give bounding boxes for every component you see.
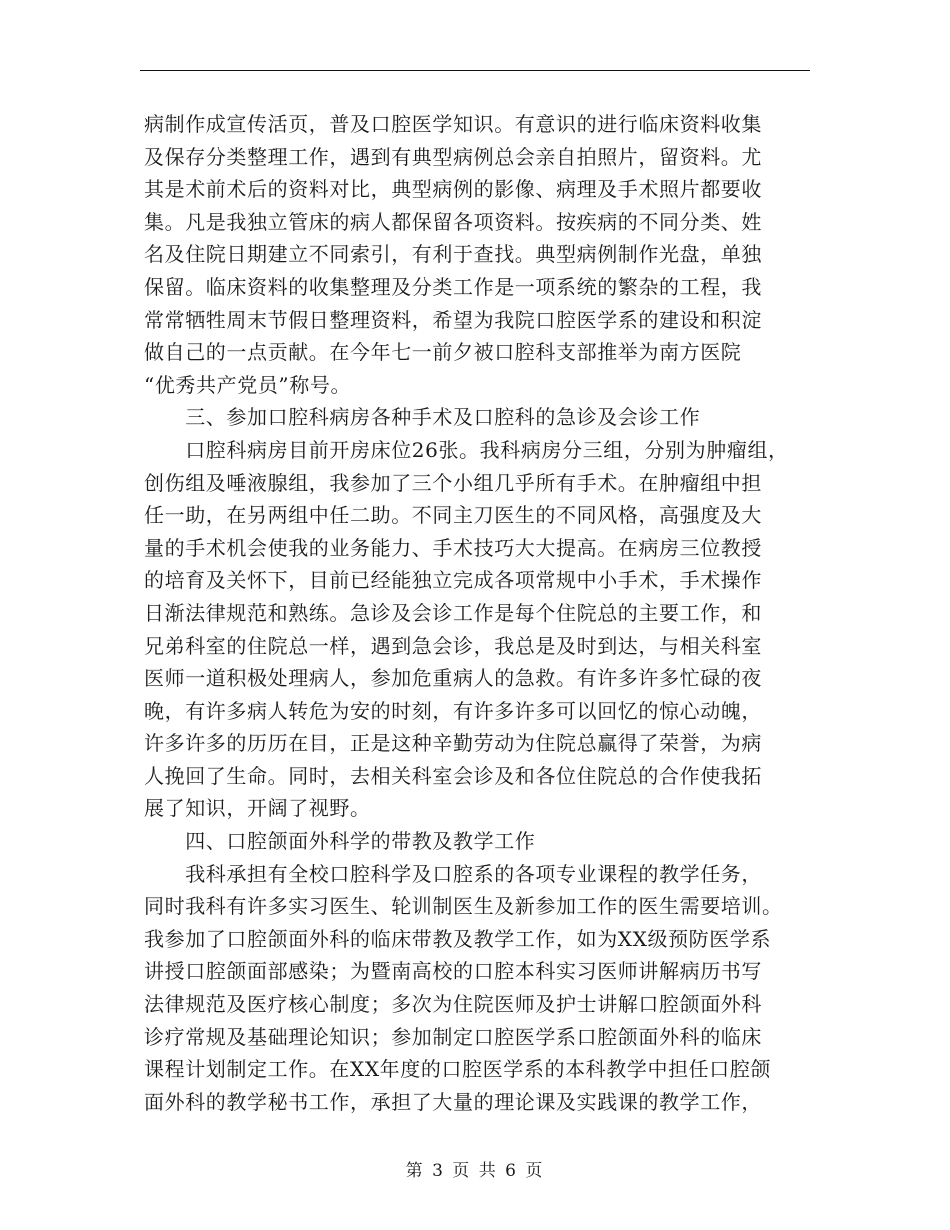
text-line: 展了知识，开阔了视野。: [144, 796, 371, 821]
text-line: 许多许多的历历在目，正是这种辛勤劳动为住院总赢得了荣誉，为病: [144, 731, 762, 756]
text-line: 人挽回了生命。同时，去相关科室会诊及和各位住院总的合作使我拓: [144, 763, 762, 788]
text-line: 晚，有许多病人转危为安的时刻，有许多许多可以回忆的惊心动魄，: [144, 698, 762, 723]
text-line: 量的手术机会使我的业务能力、手术技巧大大提高。在病房三位教授: [144, 535, 762, 560]
text-line: 做自己的一点贡献。在今年七一前夕被口腔科支部推举为南方医院: [144, 340, 742, 365]
text-line: 兄弟科室的住院总一样，遇到急会诊，我总是及时到达，与相关科室: [144, 633, 762, 658]
text-line: 面外科的教学秘书工作，承担了大量的理论课及实践课的教学工作，: [144, 1089, 762, 1114]
text-line: 课程计划制定工作。在XX年度的口腔医学系的本科教学中担任口腔颌: [144, 1057, 772, 1082]
text-line: 常常牺牲周末节假日整理资料，希望为我院口腔医学系的建设和积淀: [144, 307, 762, 332]
text-line: 三、参加口腔科病房各种手术及口腔科的急诊及会诊工作: [144, 405, 701, 430]
text-line: 四、口腔颌面外科学的带教及教学工作: [144, 829, 536, 854]
text-line: 其是术前术后的资料对比，典型病例的影像、病理及手术照片都要收: [144, 177, 762, 202]
text-line: 保留。临床资料的收集整理及分类工作是一项系统的繁杂的工程，我: [144, 274, 762, 299]
text-line: 同时我科有许多实习医生、轮训制医生及新参加工作的医生需要培训。: [144, 894, 783, 919]
text-line: 法律规范及医疗核心制度；多次为住院医师及护士讲解口腔颌面外科: [144, 992, 762, 1017]
text-line: 口腔科病房目前开房床位26张。我科病房分三组，分别为肿瘤组，: [144, 437, 789, 462]
text-line: 病制作成宣传活页，普及口腔医学知识。有意识的进行临床资料收集: [144, 112, 762, 136]
text-line: 日渐法律规范和熟练。急诊及会诊工作是每个住院总的主要工作，和: [144, 600, 762, 625]
document-body: [144, 108, 824, 1118]
text-line: 我参加了口腔颌面外科的临床带教及教学工作，如为XX级预防医学系: [144, 926, 772, 951]
text-line: 讲授口腔颌面部感染；为暨南高校的口腔本科实习医师讲解病历书写: [144, 959, 762, 984]
text-line: 我科承担有全校口腔科学及口腔系的各项专业课程的教学任务，: [144, 861, 762, 886]
text-line: 创伤组及唾液腺组，我参加了三个小组几乎所有手术。在肿瘤组中担: [144, 470, 762, 495]
text-line: 集。凡是我独立管床的病人都保留各项资料。按疾病的不同分类、姓: [144, 209, 762, 234]
header-rule: [140, 70, 810, 71]
page-footer: 第 3 页 共 6 页: [405, 1161, 545, 1181]
text-line: “优秀共产党员”称号。: [144, 372, 352, 397]
text-line: 医师一道积极处理病人，参加危重病人的急救。有许多许多忙碌的夜: [144, 666, 762, 691]
text-line: 及保存分类整理工作，遇到有典型病例总会亲自拍照片，留资料。尤: [144, 144, 762, 169]
text-line: 名及住院日期建立不同索引，有利于查找。典型病例制作光盘，单独: [144, 242, 762, 267]
text-line: 诊疗常规及基础理论知识；参加制定口腔医学系口腔颌面外科的临床: [144, 1024, 762, 1049]
text-line: 的培育及关怀下，目前已经能独立完成各项常规中小手术，手术操作: [144, 568, 762, 593]
text-line: 任一助，在另两组中任二助。不同主刀医生的不同风格，高强度及大: [144, 503, 762, 528]
